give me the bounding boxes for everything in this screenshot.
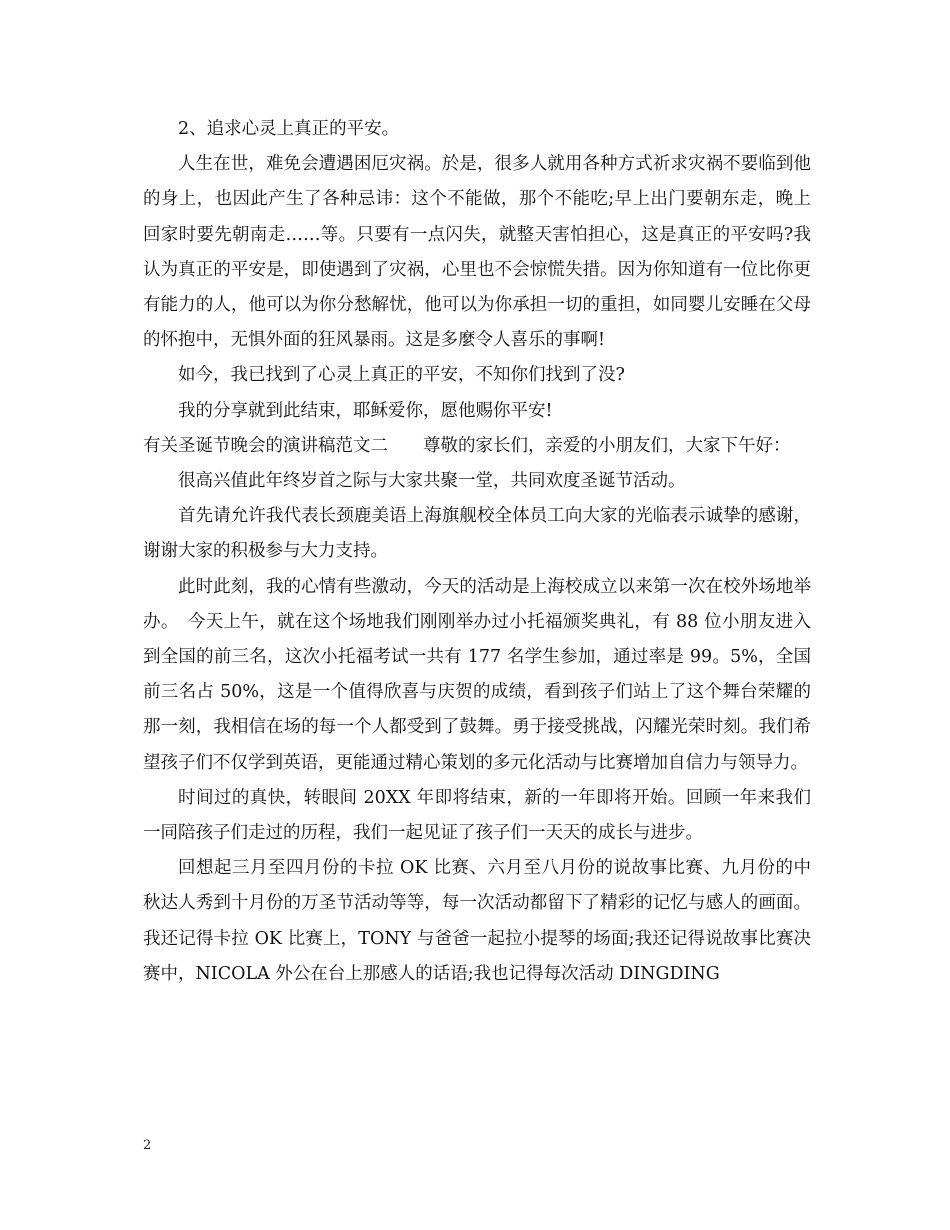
document-body <box>143 112 811 992</box>
paragraph: 如今，我已找到了心灵上真正的平安，不知你们找到了没? <box>178 365 625 386</box>
paragraph: 我的分享就到此结束，耶稣爱你，愿他赐你平安! <box>178 400 553 421</box>
paragraph: 首先请允许我代表长颈鹿美语上海旗舰校全体员工向大家的光临表示诚挚的感谢，谢谢大家的积极参与大力支持。 <box>143 506 811 562</box>
paragraph: 时间过的真快，转眼间 20XX 年即将结束，新的一年即将开始。回顾一年来我们一同陪孩子们走过的历程，我们一起见证了孩子们一天天的成长与进步。 <box>143 787 811 844</box>
paragraph: 人生在世，难免会遭遇困厄灾祸。於是，很多人就用各种方式祈求灾祸不要临到他的身上，也因此产生了各种忌讳：这个不能做，那个不能吃;早上出门要朝东走，晚上回家时要先朝南走……等。只要有一点闪失，就整天害怕担心，这是真正的平安吗?我认为真正的平安是，即使遇到了灾祸，心里也不会惊慌失措。因为你知道有一位比你更有能力的人，他可以为你分愁解忧，他可以为你承担一切的重担，如同婴儿安睡在父母的怀抱中，无惧外面的狂风暴雨。这是多麼令人喜乐的事啊! <box>143 154 811 351</box>
section-title-paragraph: 有关圣诞节晚会的演讲稿范文二 尊敬的家长们，亲爱的小朋友们，大家下午好： <box>143 435 791 456</box>
paragraph: 很高兴值此年终岁首之际与大家共聚一堂，共同欢度圣诞节活动。 <box>178 471 686 492</box>
paragraph-heading-2: 2、追求心灵上真正的平安。 <box>178 119 400 139</box>
paragraph: 此时此刻，我的心情有些激动，今天的活动是上海校成立以来第一次在校外场地举办。 今天上午，就在这个场地我们刚刚举办过小托福颁奖典礼，有 88 位小朋友进入到全国的前三名，这次小托福考试一共有 177 名学生参加，通过率是 99。5%，全国前三名占 50%，这是一个值得欣喜与庆贺的成绩，看到孩子们站上了这个舞台荣耀的那一刻，我相信在场的每一个人都受到了鼓舞。勇于接受挑战，闪耀光荣时刻。我们希望孩子们不仅学到英语，更能通过精心策划的多元化活动与比赛增加自信力与领导力。 <box>143 576 811 773</box>
paragraph: 回想起三月至四月份的卡拉 OK 比赛、六月至八月份的说故事比赛、九月份的中秋达人秀到十月份的万圣节活动等等，每一次活动都留下了精彩的记忆与感人的画面。我还记得卡拉 OK 比赛上，TONY 与爸爸一起拉小提琴的场面;我还记得说故事比赛决赛中，NICOLA 外公在台上那感人的话语;我也记得每次活动 DINGDING <box>143 858 811 984</box>
page-number: 2 <box>143 1138 152 1153</box>
